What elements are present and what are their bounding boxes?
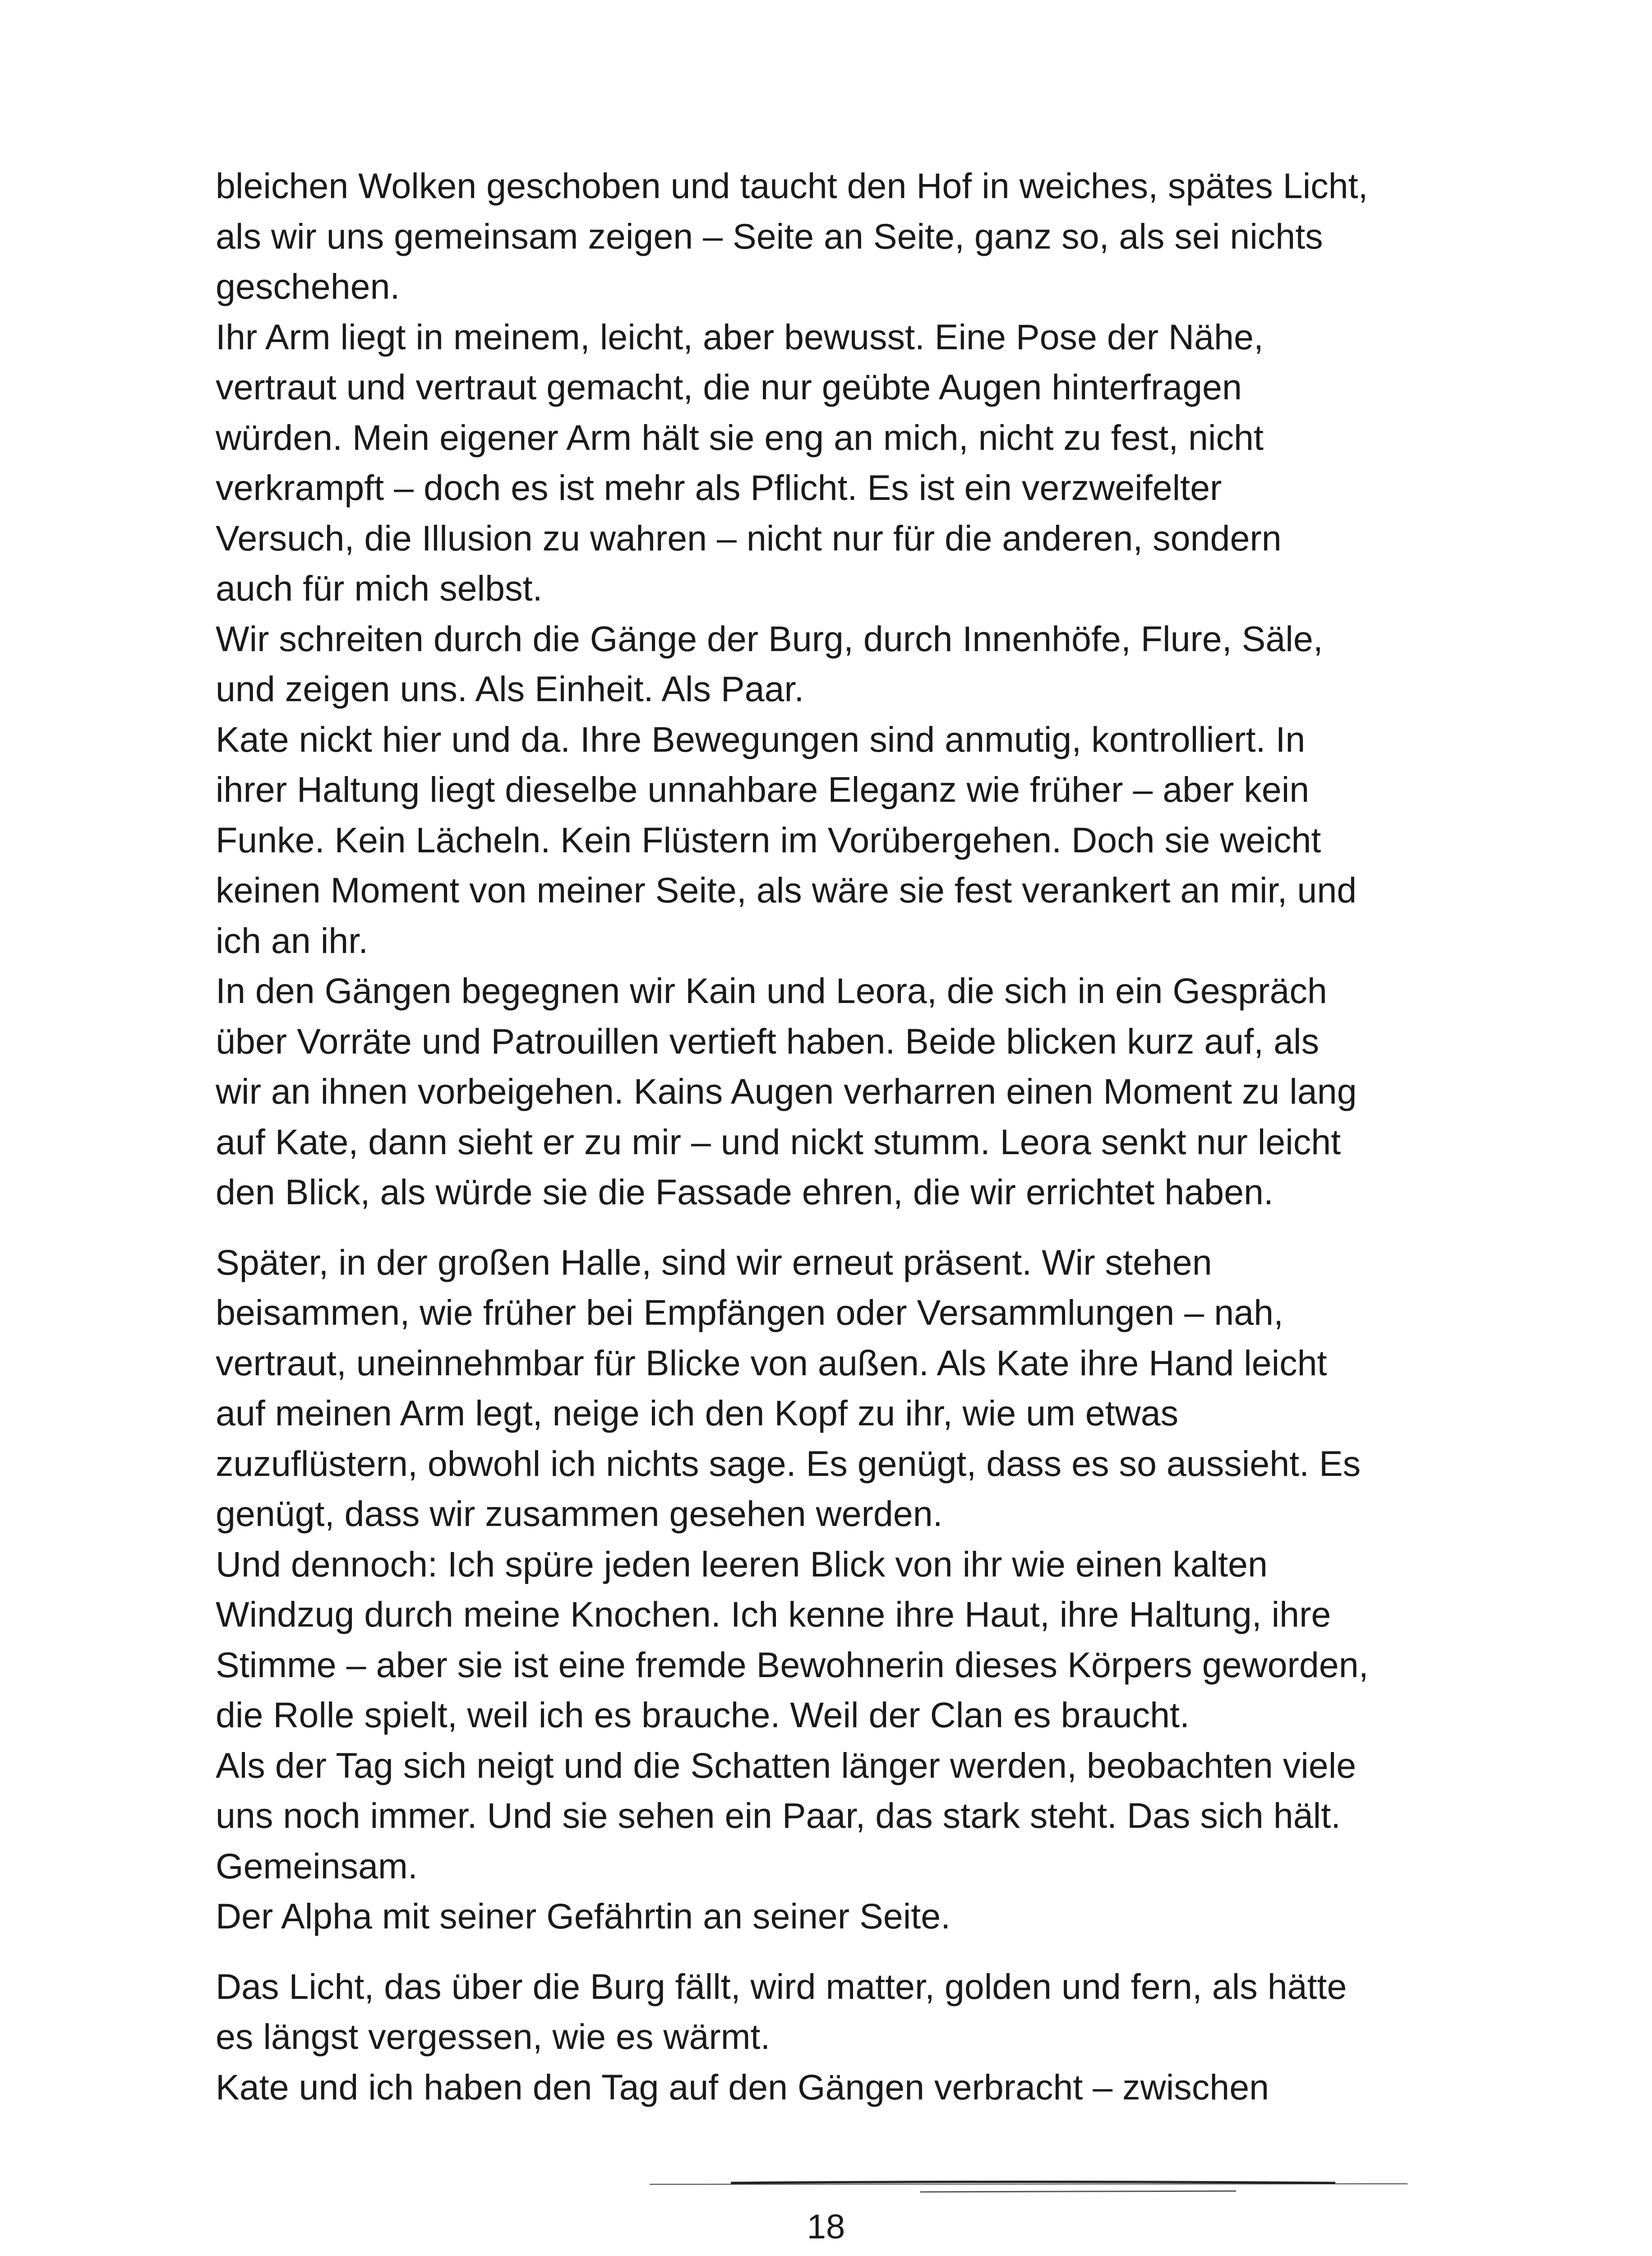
text-line: auch für mich selbst. (216, 568, 543, 608)
text-line: die Rolle spielt, weil ich es brauche. Weil der Clan es braucht. (216, 1695, 1190, 1735)
footer-rule (650, 2180, 1407, 2198)
text-line: bleichen Wolken geschoben und taucht den Hof in weiches, spätes Licht, (216, 166, 1368, 206)
text-line: Versuch, die Illusion zu wahren – nicht nur für die anderen, sondern (216, 518, 1282, 558)
text-line: Windzug durch meine Knochen. Ich kenne ihre Haut, ihre Haltung, ihre (216, 1594, 1331, 1634)
paragraph (216, 312, 1461, 614)
paragraph (216, 1740, 1461, 1891)
text-line: Das Licht, das über die Burg fällt, wird matter, golden und fern, als hätte (216, 1966, 1347, 2006)
text-line: auf Kate, dann sieht er zu mir – und nickt stumm. Leora senkt nur leicht (216, 1121, 1341, 1162)
text-line: und zeigen uns. Als Einheit. Als Paar. (216, 669, 804, 709)
text-line: vertraut, uneinnehmbar für Blicke von außen. Als Kate ihre Hand leicht (216, 1342, 1327, 1383)
text-line: vertraut und vertraut gemacht, die nur geübte Augen hinterfragen (216, 367, 1242, 407)
text-line: als wir uns gemeinsam zeigen – Seite an Seite, ganz so, als sei nichts (216, 216, 1323, 256)
text-line: würden. Mein eigener Arm hält sie eng an mich, nicht zu fest, nicht (216, 417, 1264, 458)
text-line: Und dennoch: Ich spüre jeden leeren Blick von ihr wie einen kalten (216, 1544, 1268, 1584)
text-line: In den Gängen begegnen wir Kain und Leora, die sich in ein Gespräch (216, 971, 1327, 1011)
text-line: Später, in der großen Halle, sind wir erneut präsent. Wir stehen (216, 1242, 1212, 1282)
paragraph (216, 161, 1461, 312)
body-text (216, 161, 1461, 2112)
text-line: Funke. Kein Lächeln. Kein Flüstern im Vorübergehen. Doch sie weicht (216, 819, 1321, 860)
text-line: Stimme – aber sie ist eine fremde Bewohnerin dieses Körpers geworden, (216, 1644, 1369, 1685)
text-line: den Blick, als würde sie die Fassade ehren, die wir errichtet haben. (216, 1172, 1274, 1212)
text-line: genügt, dass wir zusammen gesehen werden. (216, 1493, 943, 1534)
text-line: über Vorräte und Patrouillen vertieft haben. Beide blicken kurz auf, als (216, 1021, 1320, 1061)
text-line: beisammen, wie früher bei Empfängen oder Versammlungen – nah, (216, 1292, 1283, 1332)
text-line: Als der Tag sich neigt und die Schatten länger werden, beobachten viele (216, 1745, 1357, 1785)
text-line: Ihr Arm liegt in meinem, leicht, aber bewusst. Eine Pose der Nähe, (216, 316, 1264, 357)
text-line: zuzuflüstern, obwohl ich nichts sage. Es genügt, dass es so aussieht. Es (216, 1443, 1361, 1484)
text-line: Kate nickt hier und da. Ihre Bewegungen sind anmutig, kontrolliert. In (216, 719, 1306, 759)
paragraph (216, 2062, 1461, 2113)
paragraph (216, 614, 1461, 714)
text-line: ihrer Haltung liegt dieselbe unnahbare Eleganz wie früher – aber kein (216, 769, 1310, 809)
text-line: geschehen. (216, 266, 400, 306)
paragraph (216, 1961, 1461, 2062)
text-line: Der Alpha mit seiner Gefährtin an seiner Seite. (216, 1896, 951, 1936)
text-line: keinen Moment von meiner Seite, als wäre sie fest verankert an mir, und (216, 870, 1357, 910)
text-line: verkrampft – doch es ist mehr als Pflicht. Es ist ein verzweifelter (216, 467, 1222, 508)
text-line: wir an ihnen vorbeigehen. Kains Augen verharren einen Moment zu lang (216, 1071, 1357, 1111)
paragraph (216, 1237, 1461, 1539)
text-line: Wir schreiten durch die Gänge der Burg, durch Innenhöfe, Flure, Säle, (216, 618, 1323, 659)
paragraph (216, 1539, 1461, 1740)
text-line: auf meinen Arm legt, neige ich den Kopf zu ihr, wie um etwas (216, 1393, 1179, 1433)
text-line: ich an ihr. (216, 920, 369, 961)
page-number: 18 (807, 2208, 845, 2246)
text-line: uns noch immer. Und sie sehen ein Paar, das stark steht. Das sich hält. (216, 1795, 1341, 1835)
text-line: Gemeinsam. (216, 1845, 418, 1886)
paragraph (216, 1891, 1461, 1942)
paragraph (216, 714, 1461, 966)
text-line: Kate und ich haben den Tag auf den Gängen verbracht – zwischen (216, 2066, 1269, 2107)
text-line: es längst vergessen, wie es wärmt. (216, 2016, 771, 2057)
paragraph (216, 966, 1461, 1217)
